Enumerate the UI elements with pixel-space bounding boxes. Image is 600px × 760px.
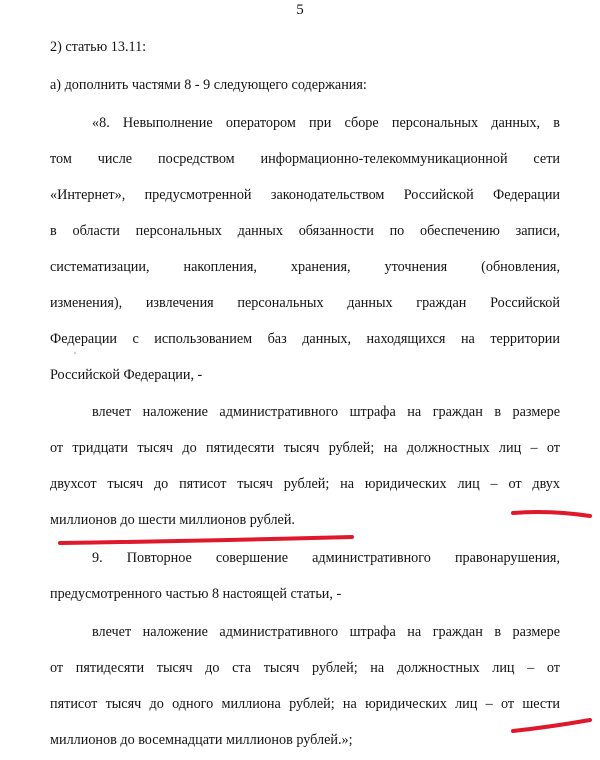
paragraph-line: Российской Федерации, - xyxy=(50,367,203,383)
penalty-line: пятисот тысяч до одного миллиона рублей; на юридических лиц – от шести xyxy=(50,696,560,712)
paragraph-line: «8. Невыполнение оператором при сборе персональных данных, в xyxy=(92,115,560,131)
penalty-line: миллионов до шести миллионов рублей. xyxy=(50,512,295,528)
penalty-line: миллионов до восемнадцати миллионов рублей.»; xyxy=(50,732,353,748)
paragraph-line: предусмотренного частью 8 настоящей статьи, - xyxy=(50,586,342,602)
item-add-parts: а) дополнить частями 8 - 9 следующего содержания: xyxy=(50,77,367,93)
paragraph-line: том числе посредством информационно-телекоммуникационной сети xyxy=(50,151,560,167)
underline-mark xyxy=(513,512,590,516)
penalty-line: от пятидесяти тысяч до ста тысяч рублей; на должностных лиц – от xyxy=(50,660,560,676)
penalty-line: влечет наложение административного штрафа на граждан в размере xyxy=(92,624,560,640)
underline-mark xyxy=(513,720,590,731)
paragraph-line: изменения), извлечения персональных данных граждан Российской xyxy=(50,295,560,311)
scan-speck xyxy=(74,352,76,354)
paragraph-line: в области персональных данных обязанности по обеспечению записи, xyxy=(50,223,560,239)
paragraph-line: Федерации с использованием баз данных, находящихся на территории xyxy=(50,331,560,347)
paragraph-line: 9. Повторное совершение административного правонарушения, xyxy=(92,550,560,566)
penalty-line: двухсот тысяч до пятисот тысяч рублей; на юридических лиц – от двух xyxy=(50,476,560,492)
penalty-line: влечет наложение административного штрафа на граждан в размере xyxy=(92,404,560,420)
paragraph-line: систематизации, накопления, хранения, уточнения (обновления, xyxy=(50,259,560,275)
item-article-13-11: 2) статью 13.11: xyxy=(50,39,147,55)
paragraph-line: «Интернет», предусмотренной законодательством Российской Федерации xyxy=(50,187,560,203)
page-number: 5 xyxy=(296,2,304,18)
underline-mark xyxy=(60,537,352,543)
penalty-line: от тридцати тысяч до пятидесяти тысяч рублей; на должностных лиц – от xyxy=(50,440,560,456)
